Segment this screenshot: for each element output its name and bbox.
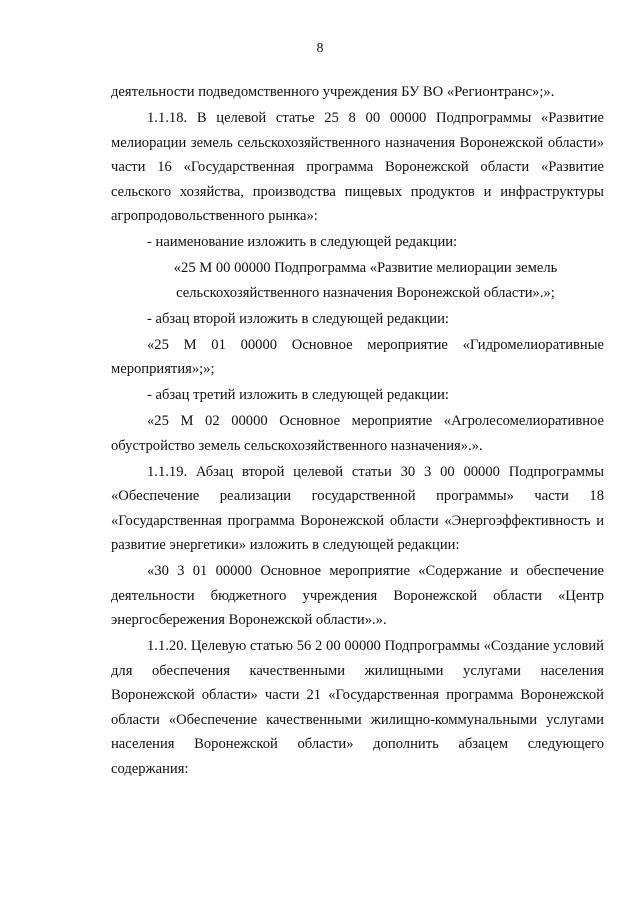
paragraph-1-1-19: 1.1.19. Абзац второй целевой статьи 30 3 00 00000 Подпрограммы «Обеспечение реализации государственной программы» части 18 «Государственная программа Воронежской области «Энергоэффективность и развитие энергетики» изложить в следующей редакции: [111,463,604,553]
page-number: 8 [316,41,324,56]
quoted-energy-saving-center: «30 3 01 00000 Основное мероприятие «Содержание и обеспечение деятельности бюджетного учреждения Воронежской области «Центр энергосбережения Воронежской области».». [111,563,604,628]
paragraph-1-1-18: 1.1.18. В целевой статье 25 8 00 00000 Подпрограммы «Развитие мелиорации земель сельскохозяйственного назначения Воронежской области» части 16 «Государственная программа Воронежской области «Развитие сельского хозяйства, производства пищевых продуктов и инфраструктуры агропродовольственного рынка»: [111,110,604,224]
quoted-agroforest: «25 М 02 00000 Основное мероприятие «Агролесомелиоративное обустройство земель сельскохозяйственного назначения».». [111,413,604,454]
list-item-name-edit: - наименование изложить в следующей редакции: [147,234,458,250]
paragraph-continuation: деятельности подведомственного учреждения БУ ВО «Регионтранс»;». [111,84,555,100]
quoted-hydromelioration: «25 М 01 00000 Основное мероприятие «Гидромелиоративные мероприятия»;»; [111,336,604,377]
paragraph-1-1-20: 1.1.20. Целевую статью 56 2 00 00000 Подпрограммы «Создание условий для обеспечения качественными жилищными услугами населения Воронежской области» части 21 «Государственная программа Воронежской области «Обеспечение качественными жилищно-коммунальными услугами населения Воронежской области» дополнить абзацем следующего содержания: [111,638,604,777]
list-item-third-paragraph: - абзац третий изложить в следующей редакции: [147,387,449,403]
quoted-subprogram-title: «25 М 00 00000 Подпрограмма «Развитие мелиорации земель сельскохозяйственного назначения Воронежской области».»; [173,260,558,301]
document-body [111,80,604,783]
list-item-second-paragraph: - абзац второй изложить в следующей редакции: [147,310,449,327]
